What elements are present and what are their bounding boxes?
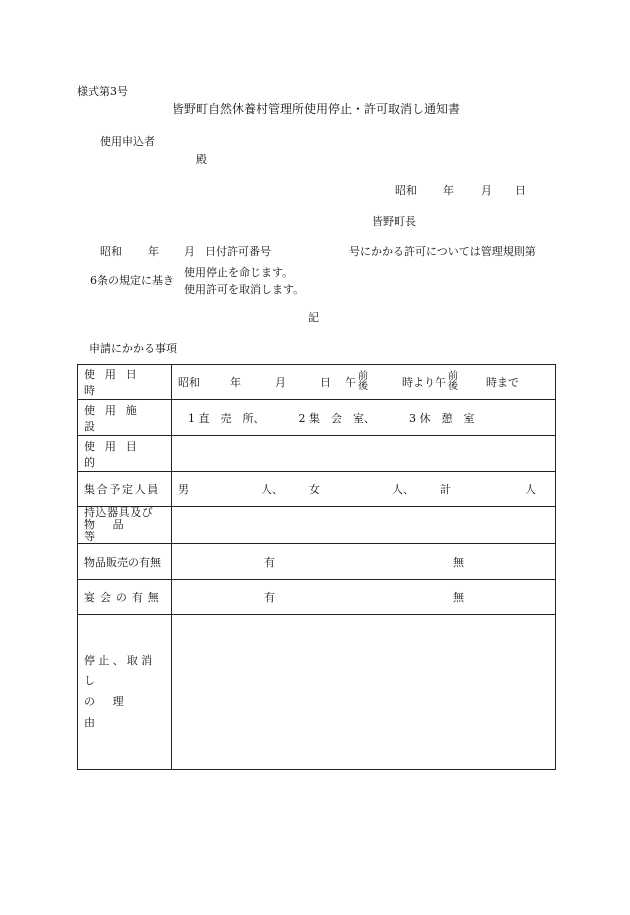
sales-yes: 有 [264,555,275,569]
option-stop: 使用停止を命じます。 [184,266,294,279]
date-era: 昭和 [395,184,417,197]
label-banquet: 宴会の有無 [78,580,172,615]
row-reason [78,615,556,770]
line1-year: 年 [148,245,159,258]
value-purpose [172,436,556,472]
dt-day: 日 [320,376,331,389]
issuer: 皆野町長 [372,215,416,228]
date-year: 年 [443,184,454,197]
value-facility [172,400,556,436]
value-sales [172,544,556,580]
facility-3: 3 休 憩 室 [409,411,475,425]
row-purpose [78,436,556,472]
dono-label: 殿 [196,153,207,166]
label-equipment: 持込器具及び 物品等 [78,507,172,544]
label-facility: 使用施設 [78,400,172,436]
people-1: 人、 [261,483,283,496]
value-usage-datetime [172,365,556,400]
value-reason [172,615,556,770]
applicant-label: 使用申込者 [100,135,155,148]
total-label: 計 [440,483,451,496]
row-equipment [78,507,556,544]
facility-1: 1 直 売 所、 [188,411,265,425]
form-number: 様式第3号 [77,85,128,98]
value-attendees [172,472,556,507]
line1-rest: 号にかかる許可については管理規則第 [349,245,536,258]
section-title: 申請にかかる事項 [89,342,177,355]
label-reason: 停止、取消し の理由 [78,615,172,770]
line1-month: 月 [184,245,195,258]
label-sales: 物品販売の有無 [78,544,172,580]
banquet-yes: 有 [264,591,275,605]
label-purpose: 使用目的 [78,436,172,472]
ki-mark: 記 [308,311,319,324]
banquet-no: 無 [453,591,464,605]
row-facility [78,400,556,436]
row-sales [78,544,556,580]
label-usage-datetime: 使用日時 [78,365,172,400]
option-cancel: 使用許可を取消します。 [184,283,305,296]
zen-go-stack-2: 前 後 [448,371,458,392]
date-day: 日 [515,184,526,197]
people-2: 人、 [392,483,414,496]
zen-go-stack-1: 前 後 [358,371,368,392]
document-title: 皆野町自然休養村管理所使用停止・許可取消し通知書 [172,102,461,116]
dt-am-pm: 午 [345,376,356,389]
facility-2: 2 集 会 室、 [298,411,375,425]
male-label: 男 [178,483,189,496]
label-attendees: 集合予定人員 [78,472,172,507]
people-3: 人 [525,483,536,496]
dt-month: 月 [275,376,286,389]
row-usage-datetime [78,365,556,400]
article-text: 6条の規定に基き [90,274,174,287]
row-attendees [78,472,556,507]
application-table [77,364,556,770]
date-month: 月 [481,184,492,197]
value-banquet [172,580,556,615]
dt-year: 年 [230,376,241,389]
dt-to: 時まで [486,376,519,389]
sales-no: 無 [453,555,464,569]
dt-from: 時より午 [402,376,446,389]
line1-permit: 日付許可番号 [205,245,271,258]
line1-era: 昭和 [100,245,122,258]
dt-era: 昭和 [178,376,200,389]
female-label: 女 [309,483,320,496]
row-banquet [78,580,556,615]
value-equipment [172,507,556,544]
